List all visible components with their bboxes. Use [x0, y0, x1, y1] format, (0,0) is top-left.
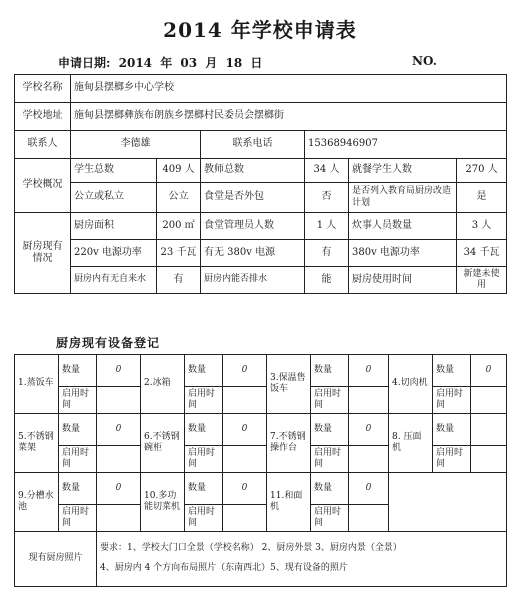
qty-label: 数量	[59, 414, 97, 446]
overview-label: 学校概况	[15, 159, 71, 213]
has380-label: 有无 380v 电源	[201, 240, 305, 267]
equipment-table	[14, 354, 507, 587]
photos-requirements	[97, 532, 507, 587]
power380-label: 380v 电源功率	[349, 240, 457, 267]
section-title: 厨房现有设备登记	[56, 336, 161, 350]
contact-label: 联系人	[15, 131, 71, 159]
photos-req-line1: 要求：1、学校大门口全景（学校名称） 2、厨房外景 3、厨房内景（全景）	[100, 543, 402, 554]
qty-label: 数量	[59, 473, 97, 505]
phone-label: 联系电话	[201, 131, 305, 159]
start-time-value	[349, 505, 389, 532]
qty-value: 0	[223, 473, 267, 505]
apply-day: 18	[225, 56, 243, 70]
start-time-label: 启用时间	[185, 446, 223, 473]
qty-label: 数量	[433, 414, 471, 446]
contact-value: 李德雄	[71, 131, 201, 159]
school-info-table	[14, 74, 507, 294]
teachers-label: 教师总数	[201, 159, 305, 183]
photos-label: 现有厨房照片	[15, 532, 97, 587]
address-value: 施甸县摆榔彝族布朗族乡摆榔村民委员会摆榔街	[71, 103, 507, 131]
equip-item-label: 11.和面机	[267, 473, 311, 532]
cook-staff-label: 炊事人员数量	[349, 213, 457, 240]
start-time-value	[223, 387, 267, 414]
canteen-staff-label: 食堂管理员人数	[201, 213, 305, 240]
teachers-value: 34 人	[305, 159, 349, 183]
qty-label: 数量	[185, 355, 223, 387]
drain-value: 能	[305, 267, 349, 294]
phone-value: 15368946907	[305, 131, 507, 159]
equip-item-label: 8. 压面机	[389, 414, 433, 473]
qty-value: 0	[97, 355, 141, 387]
school-name-label: 学校名称	[15, 75, 71, 103]
has380-value: 有	[305, 240, 349, 267]
outsourced-label: 食堂是否外包	[201, 183, 305, 213]
canteen-staff-value: 1 人	[305, 213, 349, 240]
start-time-label: 启用时间	[59, 387, 97, 414]
start-time-label: 启用时间	[433, 387, 471, 414]
area-value: 200 ㎡	[157, 213, 201, 240]
students-value: 409 人	[157, 159, 201, 183]
photos-req-line2: 4、厨房内 4 个方向布局照片（东南西北）5、现有设备的照片	[100, 563, 348, 573]
equip-item-label: 7.不锈钢操作台	[267, 414, 311, 473]
qty-value: 0	[471, 355, 507, 387]
public-value: 公立	[157, 183, 201, 213]
qty-label: 数量	[185, 414, 223, 446]
start-time-value	[349, 446, 389, 473]
equip-item-label: 1.蒸饭车	[15, 355, 59, 414]
start-time-value	[349, 387, 389, 414]
diners-value: 270 人	[457, 159, 507, 183]
start-time-label: 启用时间	[311, 446, 349, 473]
start-time-value	[97, 505, 141, 532]
apply-year: 2014	[118, 56, 153, 70]
start-time-label: 启用时间	[311, 387, 349, 414]
start-time-value	[97, 387, 141, 414]
form-title: 2014 年学校申请表	[163, 18, 357, 42]
power220-value: 23 千瓦	[157, 240, 201, 267]
equip-item-label: 10.多功能切菜机	[141, 473, 185, 532]
equip-item-label: 2.冰箱	[141, 355, 185, 414]
qty-label: 数量	[59, 355, 97, 387]
equip-item-label: 3.保温售饭车	[267, 355, 311, 414]
start-time-label: 启用时间	[311, 505, 349, 532]
qty-label: 数量	[311, 414, 349, 446]
start-time-label: 启用时间	[185, 505, 223, 532]
address-label: 学校地址	[15, 103, 71, 131]
form-number-label: NO.	[412, 54, 437, 68]
qty-label: 数量	[433, 355, 471, 387]
equip-item-label: 9.分槽水池	[15, 473, 59, 532]
apply-date-label: 申请日期:	[58, 56, 111, 70]
outsourced-value: 否	[305, 183, 349, 213]
students-label: 学生总数	[71, 159, 157, 183]
drain-label: 厨房内能否排水	[201, 267, 305, 294]
start-time-label: 启用时间	[185, 387, 223, 414]
empty-cell	[389, 473, 507, 532]
qty-value: 0	[97, 473, 141, 505]
diners-label: 就餐学生人数	[349, 159, 457, 183]
year-unit: 年	[160, 56, 173, 70]
usage-label: 厨房使用时间	[349, 267, 457, 294]
qty-label: 数量	[185, 473, 223, 505]
school-name-value: 施甸县摆榔乡中心学校	[71, 75, 507, 103]
equip-item-label: 4.切肉机	[389, 355, 433, 414]
qty-value: 0	[349, 473, 389, 505]
start-time-value	[471, 446, 507, 473]
qty-label: 数量	[311, 355, 349, 387]
start-time-value	[223, 446, 267, 473]
qty-value: 0	[349, 355, 389, 387]
power220-label: 220v 电源功率	[71, 240, 157, 267]
usage-value: 新建未使用	[457, 267, 507, 294]
water-value: 有	[157, 267, 201, 294]
improve-value: 是	[457, 183, 507, 213]
apply-month: 03	[180, 56, 198, 70]
qty-value: 0	[97, 414, 141, 446]
start-time-value	[471, 387, 507, 414]
kitchen-label: 厨房现有情况	[15, 213, 71, 294]
qty-value	[471, 414, 507, 446]
start-time-value	[223, 505, 267, 532]
start-time-label: 启用时间	[433, 446, 471, 473]
start-time-value	[97, 446, 141, 473]
month-unit: 月	[205, 56, 218, 70]
equip-item-label: 5.不锈钢菜架	[15, 414, 59, 473]
apply-date	[58, 54, 266, 71]
improve-label: 是否列入教育局厨房改造计划	[349, 183, 457, 213]
qty-value: 0	[223, 414, 267, 446]
start-time-label: 启用时间	[59, 446, 97, 473]
cook-staff-value: 3 人	[457, 213, 507, 240]
qty-label: 数量	[311, 473, 349, 505]
water-label: 厨房内有无自来水	[71, 267, 157, 294]
qty-value: 0	[349, 414, 389, 446]
qty-value: 0	[223, 355, 267, 387]
public-label: 公立或私立	[71, 183, 157, 213]
area-label: 厨房面积	[71, 213, 157, 240]
equip-item-label: 6.不锈钢碗柜	[141, 414, 185, 473]
start-time-label: 启用时间	[59, 505, 97, 532]
day-unit: 日	[250, 56, 263, 70]
power380-value: 34 千瓦	[457, 240, 507, 267]
